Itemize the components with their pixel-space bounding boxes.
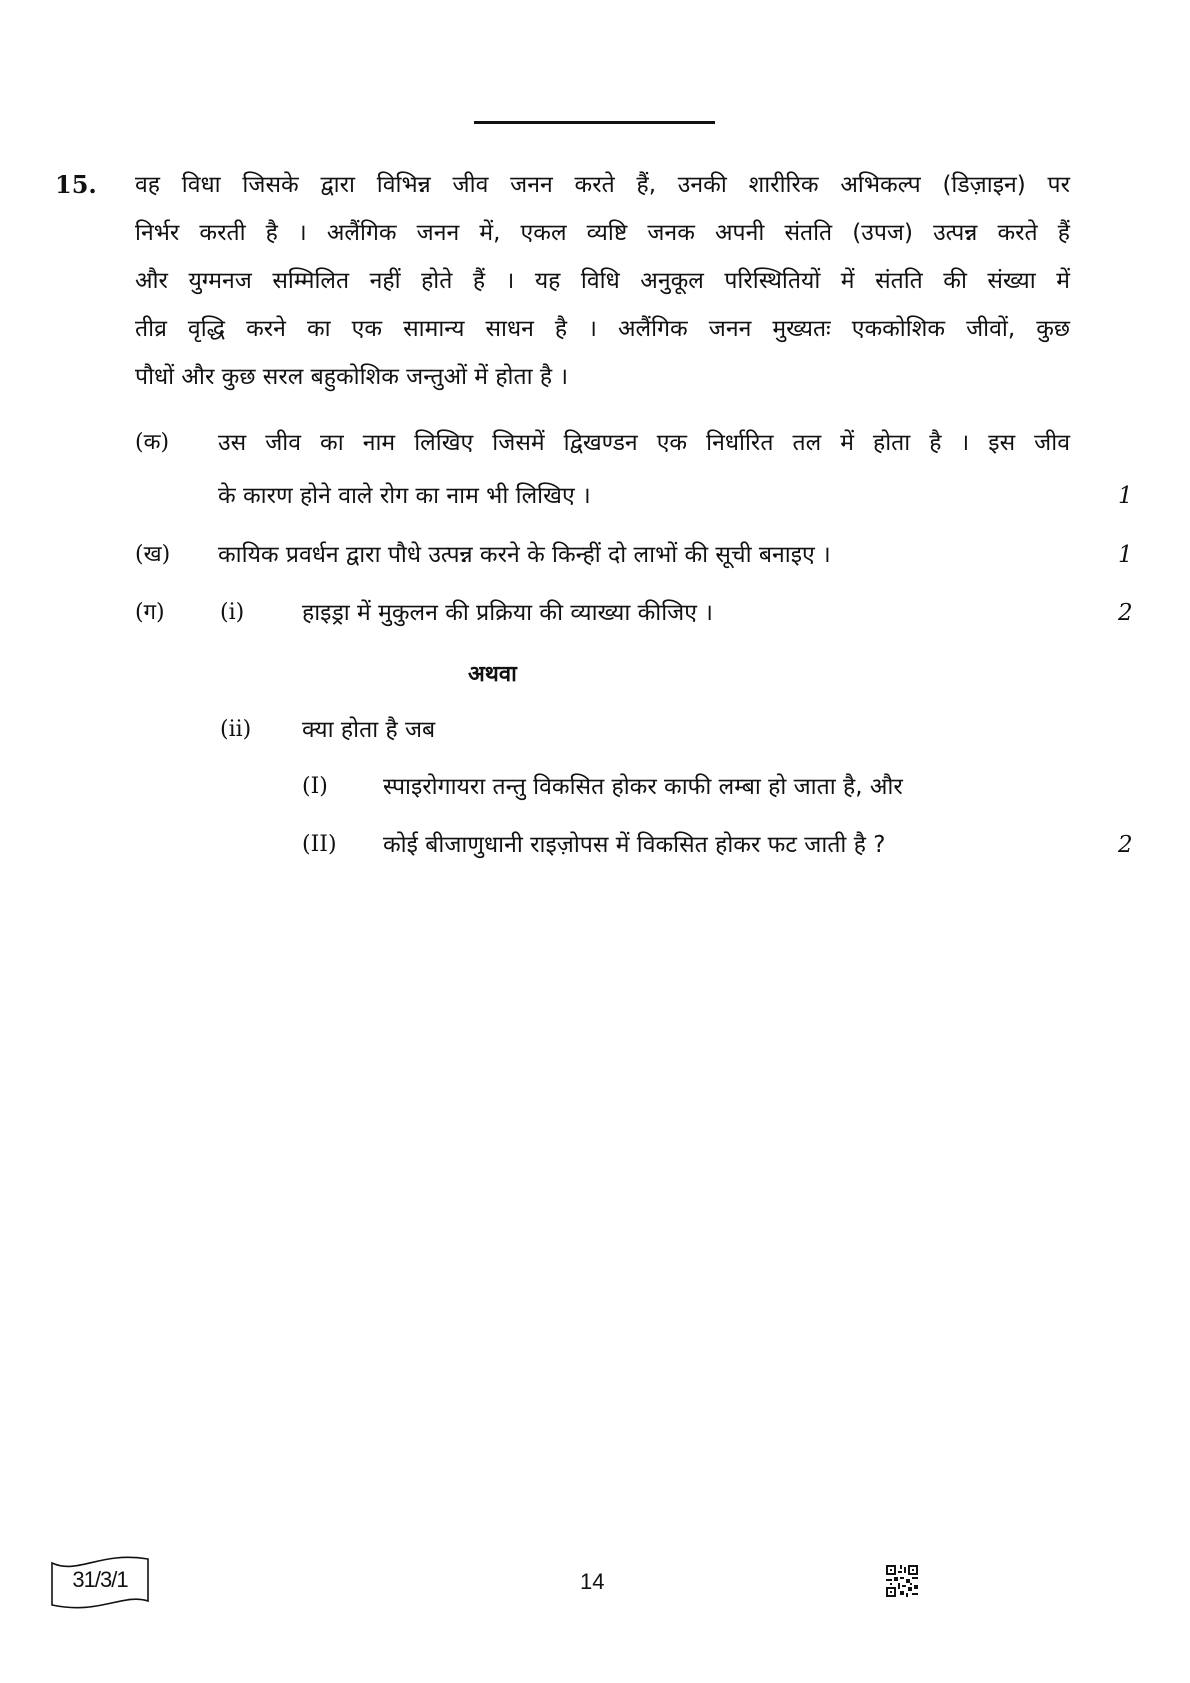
part-ga-i-text: हाइड्रा में मुकुलन की प्रक्रिया की व्याख्या कीजिए । — [302, 600, 713, 626]
or-separator: अथवा — [468, 662, 517, 687]
part-kha-marks: 1 — [1118, 542, 1133, 568]
top-separator-rule — [474, 121, 715, 124]
paper-code: 31/3/1 — [72, 1567, 128, 1592]
part-kha-label: (ख) — [135, 542, 171, 567]
part-ka-line-1: उस जीव का नाम लिखिए जिसमें द्विखण्डन एक निर्धारित तल में होता है । इस जीव — [218, 430, 1070, 456]
qr-code-icon — [886, 1565, 918, 1597]
part-ga-ii-sub-2-label: (II) — [302, 832, 337, 857]
part-ga-label: (ग) — [135, 600, 165, 625]
question-paragraph-line-4: तीव्र वृद्धि करने का एक सामान्य साधन है । अलैंगिक जनन मुख्यतः एककोशिक जीवों, कुछ — [135, 316, 1070, 342]
question-paragraph-line-2: निर्भर करती है । अलैंगिक जनन में, एकल व्यष्टि जनक अपनी संतति (उपज) उत्पन्न करते हैं — [135, 220, 1070, 246]
part-ka-marks: 1 — [1118, 483, 1133, 509]
part-kha-text: कायिक प्रवर्धन द्वारा पौधे उत्पन्न करने के किन्हीं दो लाभों की सूची बनाइए । — [218, 542, 831, 568]
question-paragraph-line-3: और युग्मनज सम्मिलित नहीं होते हैं । यह विधि अनुकूल परिस्थितियों में संतति की संख्या में — [135, 268, 1070, 294]
part-ga-ii-sub-1-label: (I) — [302, 774, 328, 799]
part-ka-line-2: के कारण होने वाले रोग का नाम भी लिखिए । — [218, 483, 591, 509]
part-ga-i-marks: 2 — [1118, 600, 1133, 626]
part-ga-ii-label: (ii) — [220, 717, 252, 742]
question-number: 15. — [55, 170, 97, 199]
question-paragraph-line-5: पौधों और कुछ सरल बहुकोशिक जन्तुओं में होता है । — [135, 364, 569, 390]
part-ga-ii-marks: 2 — [1118, 832, 1133, 858]
part-ga-ii-sub-2-text: कोई बीजाणुधानी राइज़ोपस में विकसित होकर फट जाती है ? — [383, 832, 886, 858]
part-ka-label: (क) — [135, 430, 170, 455]
paper-code-banner — [48, 1553, 152, 1609]
page-number: 14 — [580, 1569, 605, 1594]
part-ga-ii-text: क्या होता है जब — [302, 717, 436, 743]
part-ga-i-label: (i) — [220, 600, 245, 625]
question-paragraph-line-1: वह विधा जिसके द्वारा विभिन्न जीव जनन करते हैं, उनकी शारीरिक अभिकल्प (डिज़ाइन) पर — [135, 172, 1070, 198]
part-ga-ii-sub-1-text: स्पाइरोगायरा तन्तु विकसित होकर काफी लम्बा हो जाता है, और — [383, 774, 903, 800]
